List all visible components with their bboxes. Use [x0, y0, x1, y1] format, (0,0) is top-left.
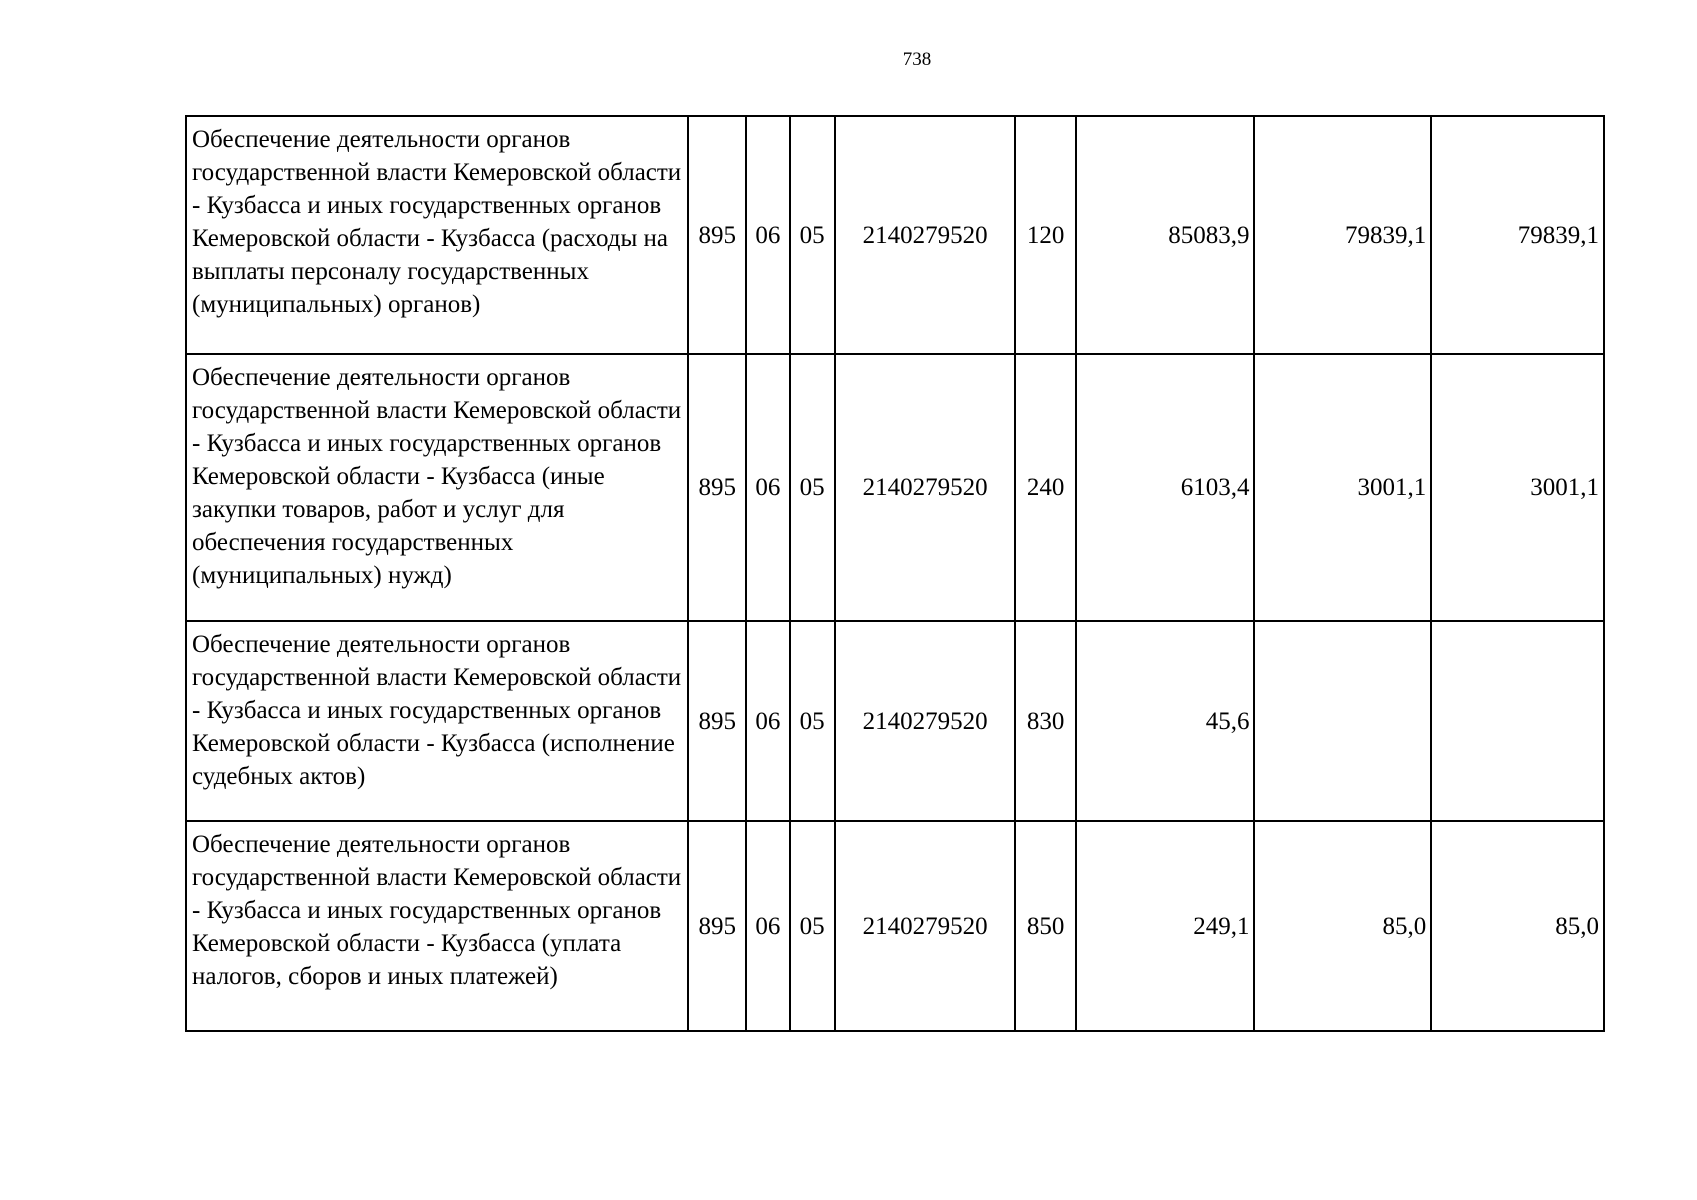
amount-3 — [1431, 621, 1604, 821]
target-article-code: 2140279520 — [835, 621, 1016, 821]
target-article-code: 2140279520 — [835, 821, 1016, 1031]
table-row — [186, 821, 1604, 1031]
section-code: 06 — [746, 821, 789, 1031]
expense-type-code: 120 — [1015, 116, 1075, 354]
amount-1: 6103,4 — [1076, 354, 1255, 621]
ministry-code: 895 — [688, 354, 746, 621]
section-code: 06 — [746, 116, 789, 354]
ministry-code: 895 — [688, 621, 746, 821]
amount-1: 85083,9 — [1076, 116, 1255, 354]
row-description: Обеспечение деятельности органов государственной власти Кемеровской области - Кузбасса и иных государственных органов Кемеровской области - Кузбасса (расходы на выплаты персоналу государственных (муниципальных) органов) — [186, 116, 688, 354]
ministry-code: 895 — [688, 821, 746, 1031]
section-code: 06 — [746, 354, 789, 621]
page-number: 738 — [902, 49, 932, 70]
amount-2: 3001,1 — [1254, 354, 1431, 621]
table-row — [186, 116, 1604, 354]
amount-3: 3001,1 — [1431, 354, 1604, 621]
section-code: 06 — [746, 621, 789, 821]
amount-3: 79839,1 — [1431, 116, 1604, 354]
amount-2 — [1254, 621, 1431, 821]
target-article-code: 2140279520 — [835, 116, 1016, 354]
budget-table — [185, 115, 1605, 1032]
row-description: Обеспечение деятельности органов государственной власти Кемеровской области - Кузбасса и иных государственных органов Кемеровской области - Кузбасса (иные закупки товаров, работ и услуг для обеспечения государственных (муниципальных) нужд) — [186, 354, 688, 621]
amount-2: 85,0 — [1254, 821, 1431, 1031]
expense-type-code: 830 — [1015, 621, 1075, 821]
row-description: Обеспечение деятельности органов государственной власти Кемеровской области - Кузбасса и иных государственных органов Кемеровской области - Кузбасса (уплата налогов, сборов и иных платежей) — [186, 821, 688, 1031]
target-article-code: 2140279520 — [835, 354, 1016, 621]
subsection-code: 05 — [790, 621, 835, 821]
expense-type-code: 850 — [1015, 821, 1075, 1031]
subsection-code: 05 — [790, 116, 835, 354]
amount-3: 85,0 — [1431, 821, 1604, 1031]
subsection-code: 05 — [790, 821, 835, 1031]
amount-2: 79839,1 — [1254, 116, 1431, 354]
subsection-code: 05 — [790, 354, 835, 621]
row-description: Обеспечение деятельности органов государственной власти Кемеровской области - Кузбасса и иных государственных органов Кемеровской области - Кузбасса (исполнение судебных актов) — [186, 621, 688, 821]
table-row — [186, 354, 1604, 621]
amount-1: 45,6 — [1076, 621, 1255, 821]
amount-1: 249,1 — [1076, 821, 1255, 1031]
ministry-code: 895 — [688, 116, 746, 354]
expense-type-code: 240 — [1015, 354, 1075, 621]
table-row — [186, 621, 1604, 821]
